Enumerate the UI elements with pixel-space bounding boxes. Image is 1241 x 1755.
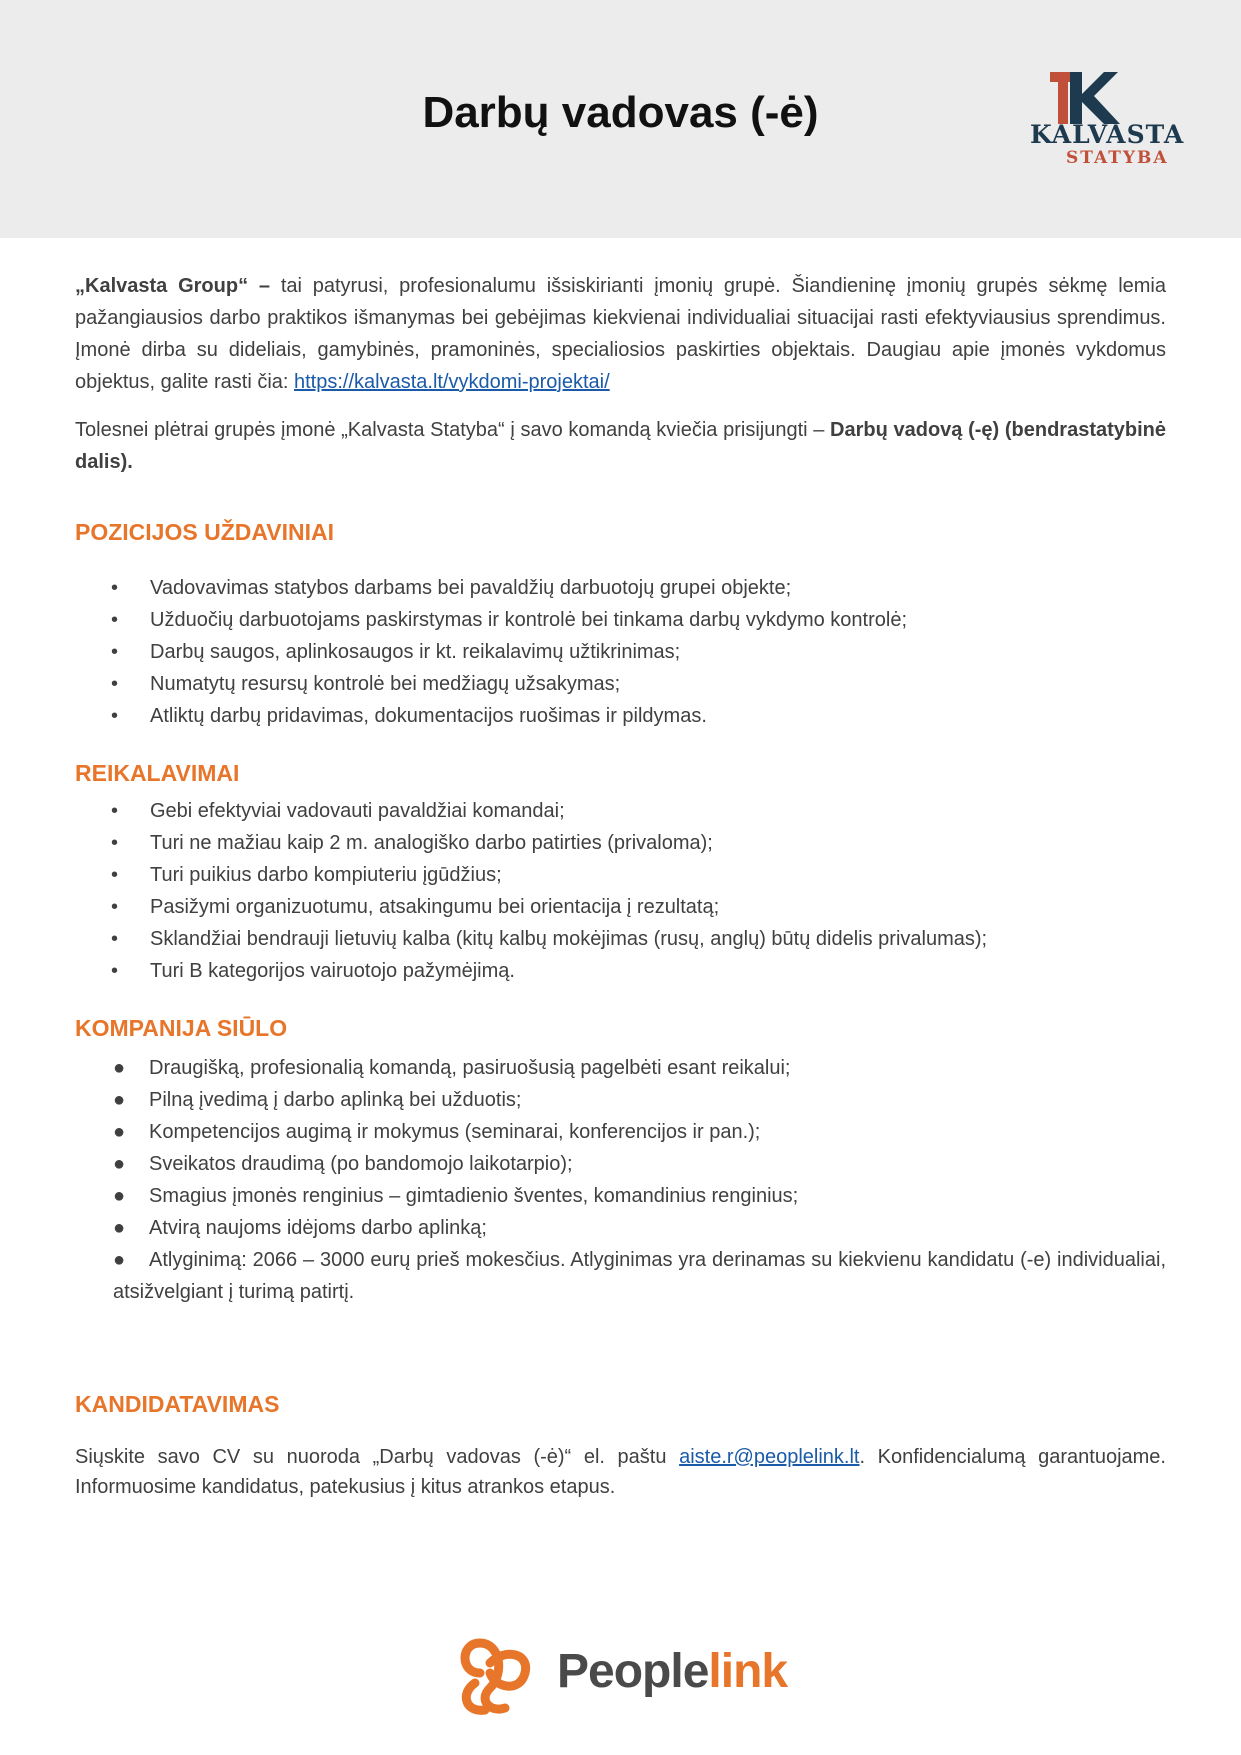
- bullet-icon: •: [111, 896, 119, 918]
- kalvasta-logo-mark: [1034, 68, 1146, 128]
- bullet-icon: •: [111, 577, 119, 599]
- list-item: • Turi ne mažiau kaip 2 m. analogiško darbo patirties (privaloma);: [75, 827, 1166, 859]
- requirements-heading: REIKALAVIMAI: [75, 760, 240, 786]
- list-item: • Sklandžiai bendrauji lietuvių kalba (kitų kalbų mokėjimas (rusų, anglų) būtų didelis privalumas);: [75, 923, 1166, 955]
- lead-text: Tolesnei plėtrai grupės įmonė „Kalvasta Statyba“ į savo komandą kviečia prisijungti –: [75, 419, 831, 441]
- offers-heading: KOMPANIJA SIŪLO: [75, 1015, 288, 1041]
- peoplelink-logo-text: Peoplelink: [557, 1645, 788, 1698]
- list-item: ● Draugišką, profesionalią komandą, pasiruošusią pagelbėti esant reikalui;: [75, 1052, 1166, 1084]
- bullet-icon: ●: [113, 1089, 126, 1111]
- bullet-icon: ●: [113, 1185, 126, 1207]
- bullet-icon: ●: [113, 1057, 126, 1079]
- job-ad-body: [75, 270, 1166, 1502]
- bullet-icon: •: [111, 641, 119, 663]
- bullet-icon: ●: [113, 1153, 126, 1175]
- list-item: ● Pilną įvedimą į darbo aplinką bei užduotis;: [75, 1084, 1166, 1116]
- requirements-list: [75, 795, 1166, 987]
- kalvasta-logo-sub: STATYBA: [1066, 148, 1169, 168]
- bullet-icon: ●: [113, 1217, 126, 1239]
- header-band: [0, 0, 1241, 238]
- bullet-icon: ●: [113, 1121, 126, 1143]
- intro-text: tai patyrusi, profesionalumu išsiskirianti įmonių grupė. Šiandieninę įmonių grupės sėkmę lemia pažangiausios darbo praktikos išmanymas bei gebėjimas kiekvienai individualiai situacijai rasti efektyviausius sprendimus. Įmonė dirba su dideliais, gamybinės, pramoninės, specialiosios paskirties objektais. Daugiau apie įmonės vykdomus objektus, galite rasti čia:: [75, 275, 1166, 393]
- offers-list: [75, 1052, 1166, 1308]
- page-title: Darbų vadovas (-ė): [422, 88, 819, 137]
- bullet-icon: •: [111, 609, 119, 631]
- list-item: • Darbų saugos, aplinkosaugos ir kt. reikalavimų užtikrinimas;: [75, 636, 1166, 668]
- list-item: ● Atlyginimą: 2066 – 3000 eurų prieš mokesčius. Atlyginimas yra derinamas su kiekvienu kandidatu (-e) individualiai, atsižvelgiant į turimą patirtį.: [75, 1244, 1166, 1308]
- list-item: ● Smagius įmonės renginius – gimtadienio šventes, komandinius renginius;: [75, 1180, 1166, 1212]
- projects-link[interactable]: https://kalvasta.lt/vykdomi-projektai/: [294, 371, 610, 393]
- bullet-icon: •: [111, 864, 119, 886]
- bullet-icon: •: [111, 800, 119, 822]
- bullet-icon: •: [111, 705, 119, 727]
- bullet-icon: •: [111, 960, 119, 982]
- company-name: „Kalvasta Group“ –: [75, 275, 271, 297]
- apply-heading: KANDIDATAVIMAS: [75, 1391, 280, 1417]
- list-item: ● Kompetencijos augimą ir mokymus (seminarai, konferencijos ir pan.);: [75, 1116, 1166, 1148]
- bullet-icon: ●: [113, 1249, 126, 1271]
- list-item: • Atliktų darbų pridavimas, dokumentacijos ruošimas ir pildymas.: [75, 700, 1166, 732]
- list-item: • Vadovavimas statybos darbams bei pavaldžių darbuotojų grupei objekte;: [75, 572, 1166, 604]
- list-item: • Turi puikius darbo kompiuteriu įgūdžius;: [75, 859, 1166, 891]
- bullet-icon: •: [111, 832, 119, 854]
- list-item: ● Sveikatos draudimą (po bandomojo laikotarpio);: [75, 1148, 1166, 1180]
- list-item: • Turi B kategorijos vairuotojo pažymėjimą.: [75, 955, 1166, 987]
- list-item: ● Atvirą naujoms idėjoms darbo aplinką;: [75, 1212, 1166, 1244]
- apply-paragraph: Siųskite savo CV su nuoroda „Darbų vadovas (-ė)“ el. paštu aiste.r@peoplelink.lt. Konfidencialumą garantuojame. Informuosime kandidatus, patekusius į kitus atrankos etapus.: [75, 1446, 1166, 1498]
- bullet-icon: •: [111, 673, 119, 695]
- position-title: Darbų vadovą (-ę) (bendrastatybinė dalis).: [75, 419, 1167, 473]
- email-link[interactable]: aiste.r@peoplelink.lt: [679, 1446, 860, 1468]
- list-item: • Užduočių darbuotojams paskirstymas ir kontrolė bei tinkama darbų vykdymo kontrolė;: [75, 604, 1166, 636]
- list-item: • Pasižymi organizuotumu, atsakingumu bei orientacija į rezultatą;: [75, 891, 1166, 923]
- intro-paragraph: [75, 270, 1166, 398]
- lead-paragraph: [75, 414, 1166, 478]
- list-item: • Gebi efektyviai vadovauti pavaldžiai komandai;: [75, 795, 1166, 827]
- list-item: • Numatytų resursų kontrolė bei medžiagų užsakymas;: [75, 668, 1166, 700]
- tasks-list: [75, 572, 1166, 732]
- kalvasta-logo-name: KALVASTA: [1030, 120, 1185, 149]
- tasks-heading: POZICIJOS UŽDAVINIAI: [75, 519, 334, 545]
- bullet-icon: •: [111, 928, 119, 950]
